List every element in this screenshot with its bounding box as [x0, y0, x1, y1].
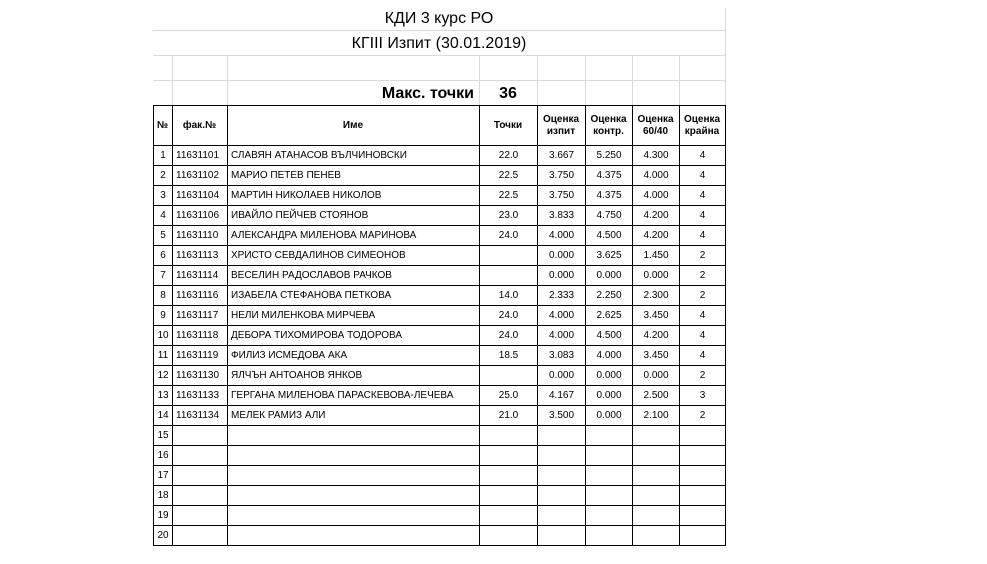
grade-exam[interactable]: 3.750	[548, 190, 575, 201]
grade-control[interactable]: 4.500	[596, 330, 622, 341]
grade-weighted[interactable]: 4.000	[643, 170, 669, 181]
grade-control[interactable]	[586, 526, 632, 545]
points[interactable]	[480, 266, 537, 285]
grade-exam[interactable]	[538, 446, 585, 465]
grade-exam[interactable]: 3.500	[548, 410, 575, 421]
grade-control[interactable]: 4.000	[596, 350, 622, 361]
points[interactable]	[480, 506, 537, 525]
grade-weighted[interactable]	[633, 466, 679, 485]
grade-final[interactable]: 3	[699, 390, 706, 401]
grade-control[interactable]: 4.375	[596, 170, 622, 181]
grade-final[interactable]	[680, 506, 725, 525]
row-number[interactable]: 8	[160, 290, 166, 301]
grade-final[interactable]	[680, 426, 725, 445]
points[interactable]: 22.0	[498, 150, 519, 161]
grade-control[interactable]: 4.750	[596, 210, 622, 221]
grade-final[interactable]: 2	[699, 290, 706, 301]
grade-exam[interactable]: 4.000	[548, 230, 575, 241]
grade-exam[interactable]: 3.083	[548, 350, 575, 361]
grade-control[interactable]: 0.000	[596, 410, 622, 421]
grade-weighted[interactable]: 1.450	[643, 250, 669, 261]
faculty-number[interactable]: 11631101	[176, 150, 220, 161]
grade-control[interactable]	[586, 506, 632, 525]
points[interactable]: 24.0	[498, 310, 519, 321]
grade-weighted[interactable]	[633, 426, 679, 445]
faculty-number[interactable]: 11631117	[176, 310, 219, 321]
grade-exam[interactable]: 3.750	[548, 170, 575, 181]
grade-exam[interactable]: 4.000	[548, 330, 575, 341]
faculty-number[interactable]	[173, 486, 227, 505]
points[interactable]: 23.0	[498, 210, 519, 221]
points[interactable]	[480, 486, 537, 505]
faculty-number[interactable]: 11631113	[176, 250, 219, 261]
row-number[interactable]: 19	[157, 510, 169, 521]
header-grade-control-line2: контр.	[593, 125, 624, 137]
grade-weighted[interactable]	[633, 486, 679, 505]
grade-final[interactable]: 4	[699, 190, 706, 201]
grade-control[interactable]	[586, 426, 632, 445]
student-name[interactable]	[228, 526, 479, 545]
grade-weighted[interactable]: 4.200	[643, 210, 669, 221]
student-name[interactable]: МЕЛЕК РАМИЗ АЛИ	[231, 410, 326, 421]
row-number[interactable]: 6	[160, 250, 166, 261]
points[interactable]: 25.0	[498, 390, 519, 401]
grade-exam[interactable]: 4.167	[548, 390, 575, 401]
grade-weighted[interactable]	[633, 446, 679, 465]
grade-control[interactable]: 4.500	[596, 230, 622, 241]
grade-final[interactable]: 2	[699, 370, 706, 381]
header-grade-final-line2: крайна	[684, 125, 720, 137]
student-name[interactable]: АЛЕКСАНДРА МИЛЕНОВА МАРИНОВА	[231, 230, 417, 241]
faculty-number[interactable]	[173, 446, 227, 465]
points[interactable]	[480, 366, 537, 385]
student-name[interactable]: ИЗАБЕЛА СТЕФАНОВА ПЕТКОВА	[231, 290, 392, 301]
max-points-value[interactable]: 36	[499, 85, 517, 102]
grade-final[interactable]: 4	[699, 330, 706, 341]
grid-line	[153, 80, 725, 81]
student-name[interactable]	[228, 486, 479, 505]
student-name[interactable]: ХРИСТО СЕВДАЛИНОВ СИМЕОНОВ	[231, 250, 406, 261]
student-name[interactable]: ДЕБОРА ТИХОМИРОВА ТОДОРОВА	[231, 330, 403, 341]
header-grade-exam-line1: Оценка	[542, 113, 580, 125]
grade-exam[interactable]: 0.000	[548, 270, 575, 281]
student-name[interactable]	[228, 446, 479, 465]
row-number[interactable]: 1	[160, 150, 166, 161]
grade-control[interactable]	[586, 446, 632, 465]
points[interactable]: 18.5	[498, 350, 519, 361]
grade-control[interactable]: 2.250	[596, 290, 622, 301]
row-number[interactable]: 10	[157, 330, 169, 341]
grade-weighted[interactable]: 4.000	[643, 190, 669, 201]
faculty-number[interactable]: 11631114	[176, 270, 219, 281]
grade-weighted[interactable]: 2.500	[643, 390, 669, 401]
row-number[interactable]: 3	[160, 190, 166, 201]
grade-weighted[interactable]	[633, 526, 679, 545]
grade-exam[interactable]	[538, 486, 585, 505]
header-grade-exam-line2: изпит	[546, 125, 576, 137]
student-name[interactable]	[228, 466, 479, 485]
faculty-number[interactable]	[173, 426, 227, 445]
header-grade-control[interactable]	[585, 106, 632, 145]
points[interactable]: 22.5	[498, 190, 519, 201]
grade-control[interactable]	[586, 466, 632, 485]
faculty-number[interactable]: 11631110	[176, 230, 219, 241]
grid-line	[537, 56, 538, 105]
grade-final[interactable]	[680, 446, 725, 465]
row-number[interactable]: 11	[157, 350, 169, 361]
grade-exam[interactable]	[538, 466, 585, 485]
faculty-number[interactable]: 11631134	[176, 410, 220, 421]
grade-final[interactable]: 4	[699, 170, 706, 181]
grade-exam[interactable]: 3.667	[548, 150, 575, 161]
grade-control[interactable]	[586, 486, 632, 505]
faculty-number[interactable]: 11631102	[176, 170, 220, 181]
student-name[interactable]: СЛАВЯН АТАНАСОВ ВЪЛЧИНОВСКИ	[231, 150, 407, 161]
grade-exam[interactable]	[538, 506, 585, 525]
points[interactable]	[480, 526, 537, 545]
row-number[interactable]: 20	[157, 530, 169, 541]
grade-weighted[interactable]: 2.100	[643, 410, 669, 421]
grade-weighted[interactable]: 0.000	[643, 370, 669, 381]
grade-final[interactable]	[680, 466, 725, 485]
faculty-number[interactable]: 11631119	[176, 350, 219, 361]
faculty-number[interactable]: 11631130	[176, 370, 220, 381]
grade-final[interactable]: 2	[699, 250, 706, 261]
points[interactable]	[480, 466, 537, 485]
title-exam[interactable]: КГIII Изпит (30.01.2019)	[351, 35, 527, 52]
grid-line	[585, 56, 586, 105]
grade-weighted[interactable]	[633, 506, 679, 525]
row-number[interactable]: 17	[157, 470, 169, 481]
header-points[interactable]: Точки	[493, 119, 523, 131]
border-line	[725, 105, 726, 546]
grade-final[interactable]: 4	[699, 310, 706, 321]
grade-final[interactable]: 2	[699, 270, 706, 281]
header-grade-final-line1: Оценка	[683, 113, 721, 125]
grade-weighted[interactable]: 3.450	[643, 350, 669, 361]
faculty-number[interactable]	[173, 506, 227, 525]
grade-weighted[interactable]: 0.000	[643, 270, 669, 281]
student-name[interactable]	[228, 426, 479, 445]
grade-exam[interactable]	[538, 426, 585, 445]
grid-line	[153, 30, 725, 31]
header-grade-weighted-line1: Оценка	[637, 113, 674, 125]
grade-control[interactable]: 0.000	[596, 390, 622, 401]
row-number[interactable]: 15	[157, 430, 169, 441]
grade-control[interactable]: 3.625	[596, 250, 622, 261]
grade-control[interactable]: 2.625	[596, 310, 622, 321]
grade-final[interactable]	[680, 526, 725, 545]
grade-final[interactable]	[680, 486, 725, 505]
faculty-number[interactable]: 11631116	[176, 290, 219, 301]
grid-line	[725, 8, 726, 106]
grid-line	[679, 56, 680, 105]
faculty-number[interactable]: 11631106	[176, 210, 220, 221]
grade-weighted[interactable]: 3.450	[643, 310, 669, 321]
grade-weighted[interactable]: 4.200	[643, 330, 669, 341]
row-number[interactable]: 12	[157, 370, 169, 381]
border-line	[153, 545, 726, 546]
header-grade-weighted-line2: 60/40	[642, 125, 669, 137]
student-name[interactable]: ГЕРГАНА МИЛЕНОВА ПАРАСКЕВОВА-ЛЕЧЕВА	[231, 390, 454, 401]
grade-final[interactable]: 2	[699, 410, 706, 421]
row-number[interactable]: 18	[157, 490, 169, 501]
row-number[interactable]: 16	[157, 450, 169, 461]
faculty-number[interactable]: 11631133	[176, 390, 220, 401]
grid-line	[153, 55, 725, 56]
grade-weighted[interactable]: 4.300	[643, 150, 669, 161]
grade-exam[interactable]: 2.333	[548, 290, 575, 301]
row-number[interactable]: 2	[160, 170, 166, 181]
grade-exam[interactable]: 0.000	[548, 250, 575, 261]
header-name[interactable]: Име	[342, 119, 364, 131]
student-name[interactable]: ИВАЙЛО ПЕЙЧЕВ СТОЯНОВ	[231, 210, 369, 221]
grade-control[interactable]: 0.000	[596, 270, 622, 281]
faculty-number[interactable]: 11631118	[176, 330, 219, 341]
grade-weighted[interactable]: 2.300	[643, 290, 669, 301]
points[interactable]	[480, 426, 537, 445]
grid-line	[632, 56, 633, 105]
header-grade-weighted[interactable]	[632, 106, 679, 145]
faculty-number[interactable]	[173, 526, 227, 545]
faculty-number[interactable]: 11631104	[176, 190, 220, 201]
row-number[interactable]: 5	[160, 230, 166, 241]
grade-exam[interactable]	[538, 526, 585, 545]
faculty-number[interactable]	[173, 466, 227, 485]
grade-control[interactable]: 5.250	[596, 150, 622, 161]
student-name[interactable]: ВЕСЕЛИН РАДОСЛАВОВ РАЧКОВ	[231, 270, 392, 281]
grid-line	[172, 56, 173, 105]
row-number[interactable]: 7	[160, 270, 166, 281]
row-number[interactable]: 14	[157, 410, 169, 421]
points[interactable]: 21.0	[498, 410, 519, 421]
header-grade-final[interactable]	[679, 106, 725, 145]
grade-exam[interactable]: 0.000	[548, 370, 575, 381]
grade-final[interactable]: 4	[699, 350, 706, 361]
header-grade-control-line1: Оценка	[590, 113, 627, 125]
points[interactable]	[480, 246, 537, 265]
student-name[interactable]: ФИЛИЗ ИСМЕДОВА АКА	[231, 350, 348, 361]
student-name[interactable]	[228, 506, 479, 525]
grade-control[interactable]: 4.375	[596, 190, 622, 201]
student-name[interactable]: НЕЛИ МИЛЕНКОВА МИРЧЕВА	[231, 310, 376, 321]
header-number[interactable]: №	[156, 119, 169, 131]
points[interactable]: 24.0	[498, 230, 519, 241]
header-grade-exam[interactable]	[537, 106, 585, 145]
row-number[interactable]: 9	[160, 310, 166, 321]
grade-weighted[interactable]: 4.200	[643, 230, 669, 241]
grade-final[interactable]: 4	[699, 150, 706, 161]
points[interactable]	[480, 446, 537, 465]
grade-final[interactable]: 4	[699, 230, 706, 241]
points[interactable]: 22.5	[498, 170, 519, 181]
row-number[interactable]: 13	[157, 390, 169, 401]
student-name[interactable]: ЯЛЧЪН АНТОАНОВ ЯНКОВ	[231, 370, 363, 381]
points[interactable]: 14.0	[498, 290, 519, 301]
row-number[interactable]: 4	[160, 210, 166, 221]
grade-control[interactable]: 0.000	[596, 370, 622, 381]
student-name[interactable]: МАРИО ПЕТЕВ ПЕНЕВ	[231, 170, 341, 181]
title-course[interactable]: КДИ 3 курс РО	[384, 10, 494, 27]
points[interactable]: 24.0	[498, 330, 519, 341]
grade-exam[interactable]: 4.000	[548, 310, 575, 321]
grade-final[interactable]: 4	[699, 210, 706, 221]
header-faculty-number[interactable]: фак.№	[182, 119, 217, 131]
grade-exam[interactable]: 3.833	[548, 210, 575, 221]
max-points-label[interactable]: Макс. точки	[381, 85, 474, 102]
student-name[interactable]: МАРТИН НИКОЛАЕВ НИКОЛОВ	[231, 190, 382, 201]
